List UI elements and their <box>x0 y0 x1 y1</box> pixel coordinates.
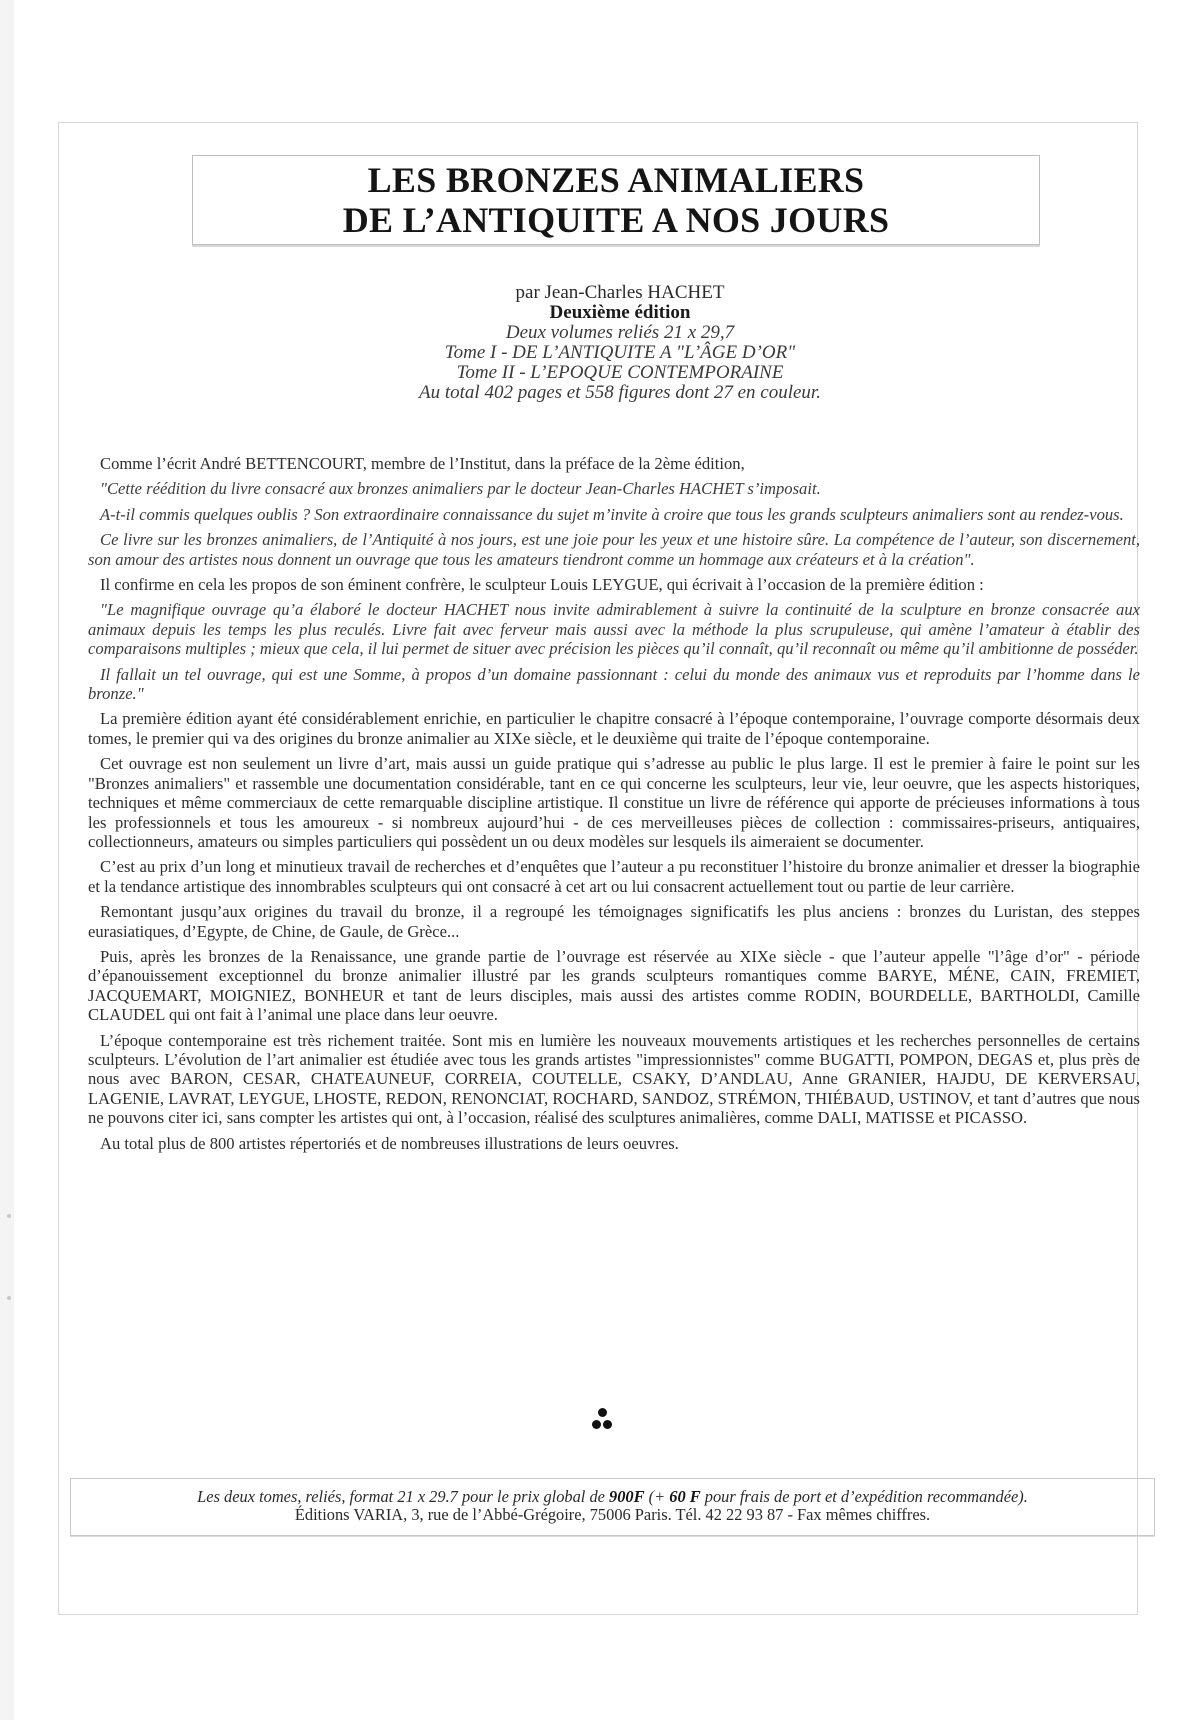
shipping-value: 60 F <box>669 1487 701 1506</box>
price-line <box>71 1488 1154 1506</box>
quote-paragraph: "Le magnifique ouvrage qu’a élaboré le docteur HACHET nous invite admirablement à suivre la continuité de la sculpture en bronze consacrée aux animaux depuis les temps les plus reculés. Livre fait avec ferveur mais aussi avec la méthode la plus scrupuleuse, qui amène l’amateur à établir des comparaisons multiples ; mieux que cela, il lui permet de situer avec précision les pièces qu’il connaît, qu’il reconnaît ou même qu’il ambitionne de posséder. <box>88 600 1140 659</box>
paragraph: La première édition ayant été considérablement enrichie, en particulier le chapitre consacré à l’époque contemporaine, l’ouvrage comporte désormais deux tomes, le premier qui va des origines du bronze animalier au XIXe siècle, et le deuxième qui traite de l’époque contemporaine. <box>88 709 1140 748</box>
price-value: 900F <box>609 1487 645 1506</box>
paragraph: Il confirme en cela les propos de son éminent confrère, le sculpteur Louis LEYGUE, qui écrivait à l’occasion de la première édition : <box>100 575 984 595</box>
book-meta <box>300 283 940 403</box>
title-box <box>192 155 1040 245</box>
price-text: (+ <box>644 1487 670 1506</box>
order-info-box <box>70 1478 1155 1536</box>
author-line: par Jean-Charles HACHET <box>515 282 725 303</box>
margin-mark <box>7 1296 11 1300</box>
paragraph: Comme l’écrit André BETTENCOURT, membre de l’Institut, dans la préface de la 2ème édition, <box>100 454 745 473</box>
tome2-line: Tome II - L’EPOQUE CONTEMPORAINE <box>456 362 784 383</box>
price-text: pour frais de port et d’expédition recommandée). <box>700 1487 1028 1506</box>
quote-paragraph: Ce livre sur les bronzes animaliers, de l’Antiquité à nos jours, est une joie pour les yeux et une histoire sûre. La compétence de l’auteur, son discernement, son amour des artistes nous donnent un ouvrage que tous les amateurs tiendront comme un hommage aux créateurs et à la création". <box>88 530 1140 569</box>
volumes-line: Deux volumes reliés 21 x 29,7 <box>505 322 735 343</box>
paragraph: Cet ouvrage est non seulement un livre d’art, mais aussi un guide pratique qui s’adresse au public le plus large. Il est le premier à faire le point sur les "Bronzes animaliers" et rassemble une documentation considérable, tant en ce qui concerne les sculpteurs, leur vie, leur oeuvre, que les aspects historiques, techniques et même commerciaux de cette remarquable discipline artistique. Il constitue un livre de référence qui apporte de précieuses informations à tous les professionnels et tous les amoureux - si nombreux aujourd’hui - de ces merveilleuses pièces de collection : commissaires-priseurs, antiquaires, collectionneurs, amateurs ou simples particuliers qui possèdent un ou deux modèles sur lesquels ils aimeraient se documenter. <box>88 754 1140 851</box>
quote-paragraph: Il fallait un tel ouvrage, qui est une Somme, à propos d’un domaine passionnant : celui du monde des animaux vus et reproduits par l’homme dans le bronze." <box>88 664 1140 704</box>
total-line: Au total 402 pages et 558 figures dont 27 en couleur. <box>419 382 821 403</box>
quote-paragraph: "Cette réédition du livre consacré aux bronzes animaliers par le docteur Jean-Charles HACHET s’imposait. <box>100 479 821 499</box>
title-line-1: LES BRONZES ANIMALIERS <box>367 160 865 200</box>
paragraph: Remontant jusqu’aux origines du travail du bronze, il a regroupé les témoignages significatifs les plus anciens : bronzes du Luristan, des steppes eurasiatiques, d’Egypte, de Chine, de Gaule, de Grèce... <box>88 902 1140 941</box>
quote-paragraph: A-t-il commis quelques oublis ? Son extraordinaire connaissance du sujet m’invite à croire que tous les grands sculpteurs animaliers sont au rendez-vous. <box>100 504 1124 524</box>
price-text: Les deux tomes, reliés, format 21 x 29.7 pour le prix global de <box>197 1487 610 1506</box>
body-text <box>88 454 1140 1159</box>
tome1-line: Tome I - DE L’ANTIQUITE A "L’ÂGE D’OR" <box>444 342 796 363</box>
edition-line: Deuxième édition <box>549 302 691 323</box>
paragraph: Puis, après les bronzes de la Renaissance, une grande partie de l’ouvrage est réservée au XIXe siècle - que l’auteur appelle "l’âge d’or" - période d’épanouissement exceptionnel du bronze animalier illustré par les grands sculpteurs romantiques comme BARYE, MÉNE, CAIN, FREMIET, JACQUEMART, MOIGNIEZ, BONHEUR et tant de leurs disciples, mais aussi des artistes comme RODIN, BOURDELLE, BARTHOLDI, Camille CLAUDEL qui ont fait à l’animal une place dans leur oeuvre. <box>88 946 1140 1025</box>
paragraph: C’est au prix d’un long et minutieux travail de recherches et d’enquêtes que l’auteur a pu reconstituer l’histoire du bronze animalier et dresser la biographie et la tendance artistique des innombrables sculpteurs qui ont consacré à cet art ou lui consacrent actuellement tout ou partie de leur carrière. <box>88 857 1140 896</box>
paragraph: Au total plus de 800 artistes répertoriés et de nombreuses illustrations de leurs oeuvres. <box>100 1133 679 1153</box>
publisher-line: Éditions VARIA, 3, rue de l’Abbé-Grégoire, 75006 Paris. Tél. 42 22 93 87 - Fax mêmes chiffres. <box>294 1505 931 1524</box>
title-line-2: DE L’ANTIQUITE A NOS JOURS <box>342 200 890 240</box>
ornament-icon <box>588 1404 618 1440</box>
page-left-edge <box>0 0 14 1720</box>
margin-mark <box>7 1214 11 1218</box>
paragraph: L’époque contemporaine est très richement traitée. Sont mis en lumière les nouveaux mouvements artistiques et les recherches personnelles de certains sculpteurs. L’évolution de l’art animalier est étudiée avec tous les grands artistes "impressionnistes" comme BUGATTI, POMPON, DEGAS et, plus près de nous avec BARON, CESAR, CHATEAUNEUF, CORREIA, COUTELLE, CSAKY, D’ANDLAU, Anne GRANIER, HAJDU, DE KERVERSAU, LAGENIE, LAVRAT, LEYGUE, LHOSTE, REDON, RENONCIAT, ROCHARD, SANDOZ, STRÉMON, THIÉBAUD, USTINOV, et tant d’autres que nous ne pouvons citer ici, sans compter les artistes qui ont, à l’occasion, réalisé des sculptures animalières, comme DALI, MATISSE et PICASSO. <box>88 1030 1140 1128</box>
